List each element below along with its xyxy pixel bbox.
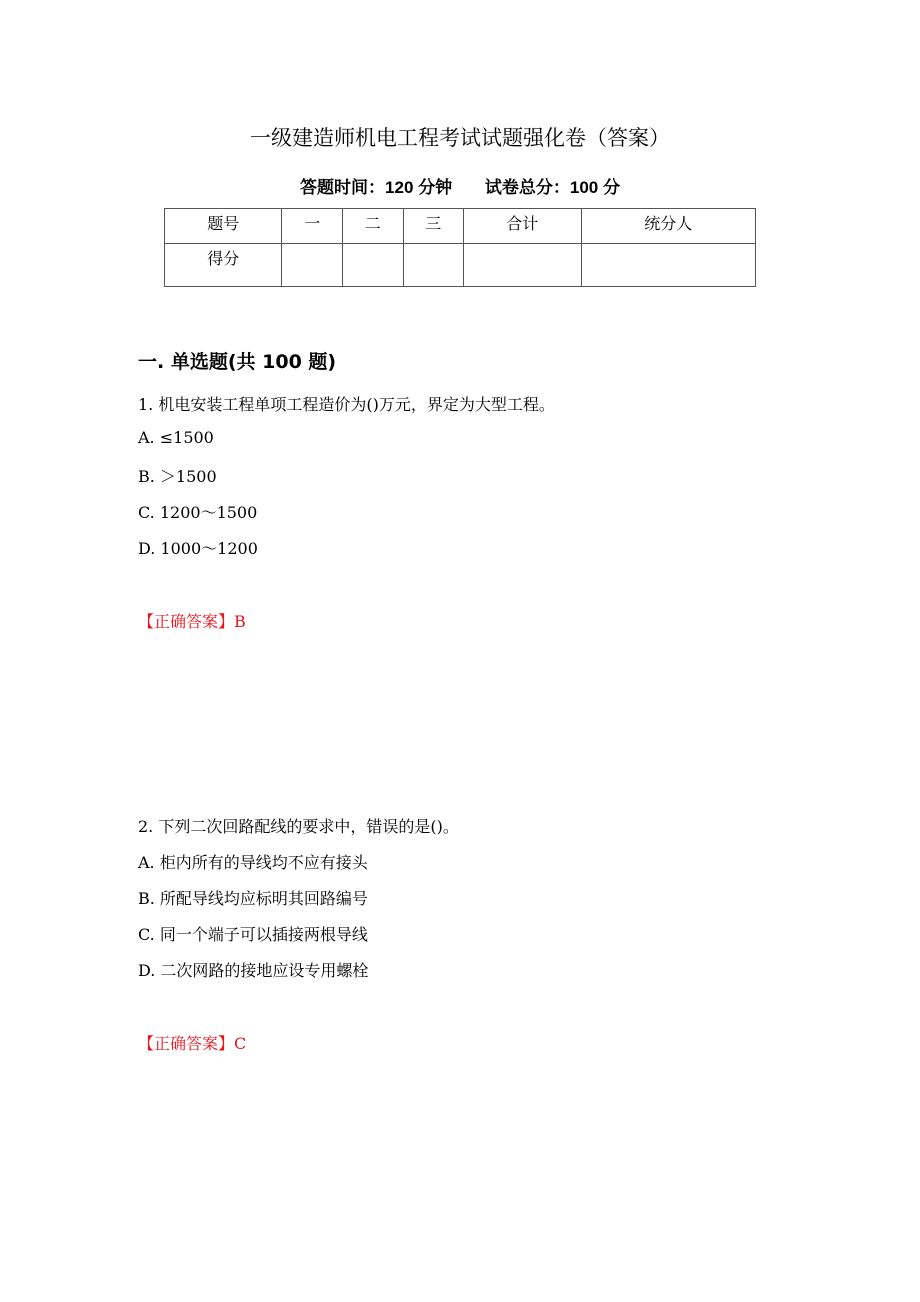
exam-time: 答题时间：120 分钟 <box>300 178 453 197</box>
score-cell <box>464 244 581 287</box>
header-cell: 一 <box>282 209 343 244</box>
option: A. ≤1500 <box>138 428 214 447</box>
option: D. 1000～1200 <box>138 539 258 558</box>
header-cell: 二 <box>343 209 404 244</box>
score-table <box>164 208 756 287</box>
correct-answer: 【正确答案】B <box>138 612 246 631</box>
row-label: 得分 <box>165 244 282 287</box>
header-cell: 三 <box>403 209 464 244</box>
option: C. 1200～1500 <box>138 503 258 522</box>
document-title: 一级建造师机电工程考试试题强化卷（答案） <box>250 126 670 150</box>
exam-info <box>0 173 920 198</box>
score-cell <box>403 244 464 287</box>
question-stem: 1. 机电安装工程单项工程造价为()万元，界定为大型工程。 <box>138 395 555 414</box>
header-cell: 合计 <box>464 209 581 244</box>
correct-answer: 【正确答案】C <box>138 1034 247 1053</box>
option: C. 同一个端子可以插接两根导线 <box>138 925 368 944</box>
header-cell: 统分人 <box>581 209 755 244</box>
score-cell <box>343 244 404 287</box>
section-title: 一. 单选题(共 100 题) <box>138 351 337 373</box>
score-table-score-row <box>165 244 756 287</box>
exam-total-score: 试卷总分：100 分 <box>484 178 620 197</box>
option: A. 柜内所有的导线均不应有接头 <box>138 853 368 872</box>
score-table-header-row <box>165 209 756 244</box>
option: D. 二次网路的接地应设专用螺栓 <box>138 961 369 980</box>
option: B. 所配导线均应标明其回路编号 <box>138 889 368 908</box>
score-cell <box>581 244 755 287</box>
option: B. ＞1500 <box>138 467 217 486</box>
question-stem: 2. 下列二次回路配线的要求中，错误的是()。 <box>138 817 459 836</box>
header-cell: 题号 <box>165 209 282 244</box>
score-cell <box>282 244 343 287</box>
